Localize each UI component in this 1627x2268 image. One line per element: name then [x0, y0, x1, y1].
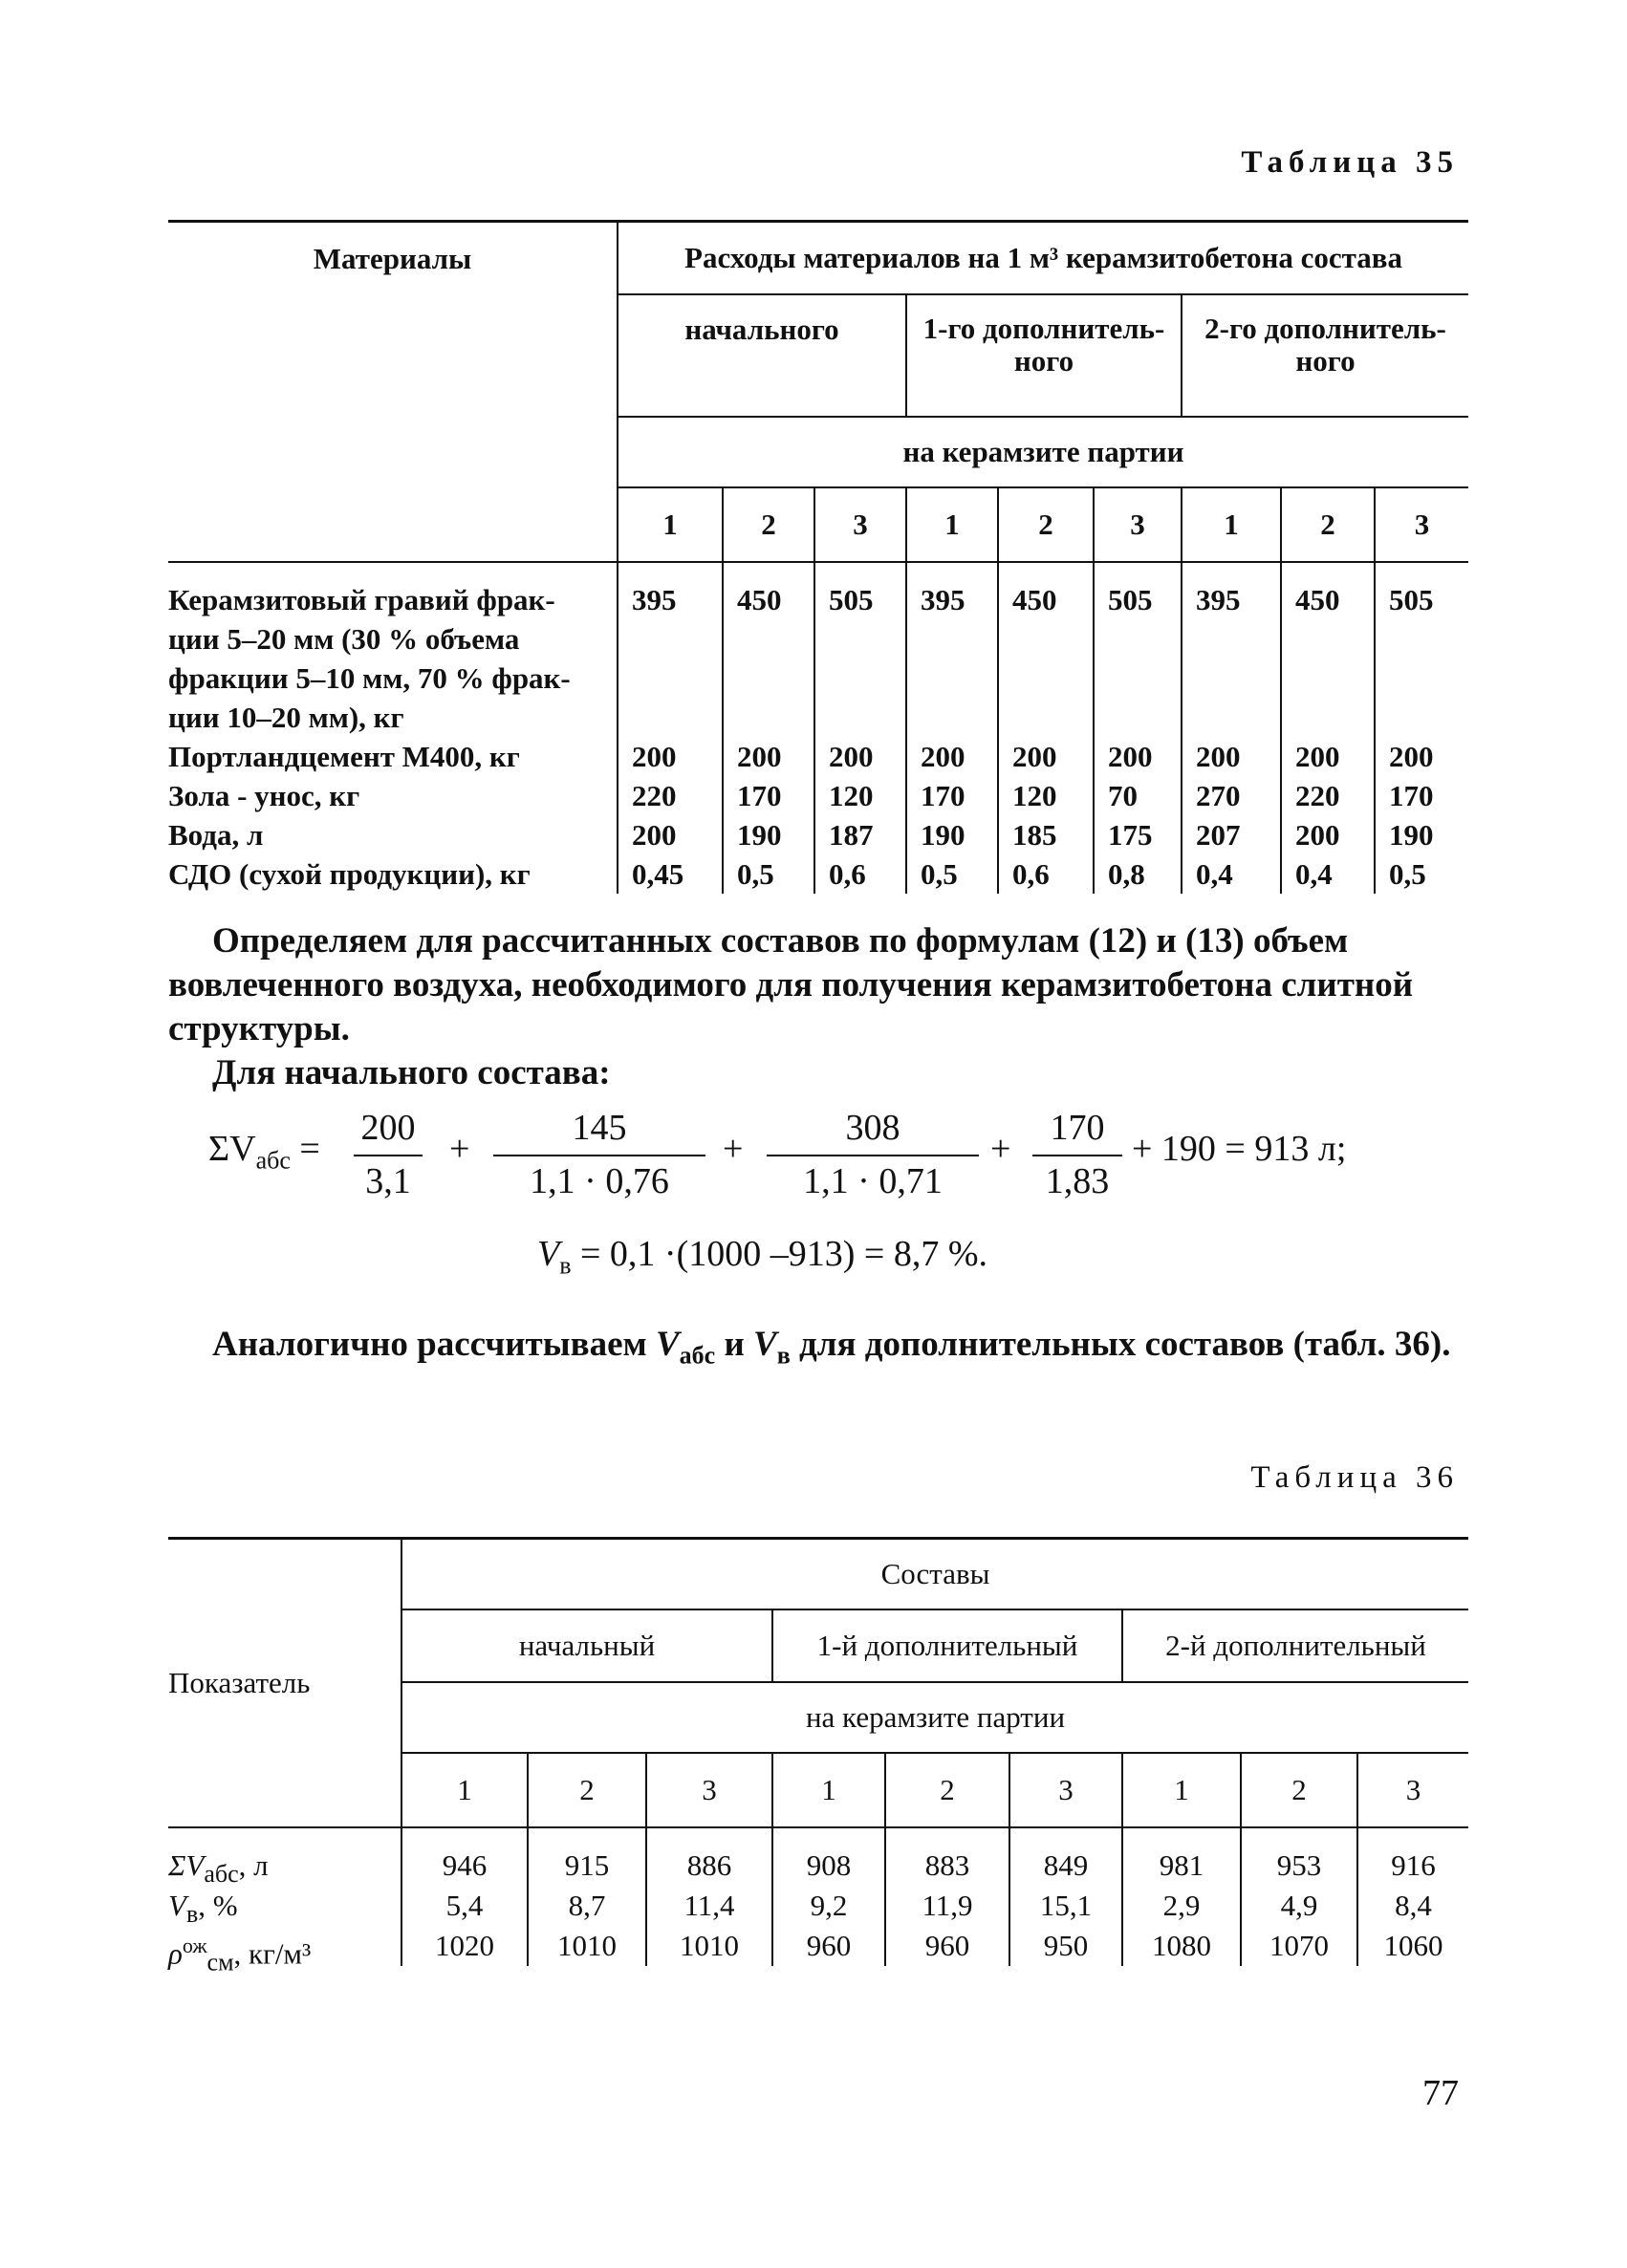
table-cell: 170: [1389, 779, 1434, 812]
material-label: фракции 5–10 мм, 70 % фрак-: [168, 661, 571, 695]
table-cell: 395: [921, 583, 965, 616]
subheader-parties: на керамзите партии: [401, 1682, 1468, 1753]
material-label: Керамзитовый гравий фрак-: [168, 583, 555, 616]
table-cell: 908: [806, 1848, 852, 1882]
table-cell: 200: [737, 740, 782, 773]
fraction-term: 308 1,1 · 0,71: [767, 1107, 979, 1202]
table-cell: 15,1: [1039, 1889, 1093, 1922]
party-number: 3: [1375, 487, 1468, 562]
table-35: [168, 220, 1468, 894]
table-cell: 11,9: [922, 1889, 973, 1922]
group-header: начального: [618, 294, 906, 417]
paragraph-2: Для начального состава:: [212, 1053, 611, 1092]
table-cell: 0,5: [921, 857, 958, 891]
table-cell: 175: [1108, 818, 1153, 852]
table-cell: 5,4: [445, 1889, 484, 1922]
value-column: [1357, 1827, 1468, 1966]
table-cell: 8,4: [1395, 1889, 1432, 1922]
party-number: 3: [814, 487, 906, 562]
material-label: ции 10–20 мм), кг: [168, 701, 404, 734]
table-cell: 950: [1043, 1929, 1089, 1962]
table-cell: 200: [829, 740, 874, 773]
table-cell: 200: [921, 740, 965, 773]
material-label: ции 5–20 мм (30 % объема: [168, 622, 520, 656]
table-cell: 200: [1389, 740, 1434, 773]
table-cell: 883: [924, 1848, 970, 1882]
plus-sign: +: [990, 1129, 1011, 1169]
value-column: [1122, 1827, 1241, 1966]
table35-caption: Таблица 35: [1241, 145, 1459, 180]
table-cell: 200: [1295, 740, 1340, 773]
materials-column: [168, 562, 618, 894]
header-materials: Материалы: [168, 222, 618, 563]
party-number: 2: [998, 487, 1094, 562]
material-label: Вода, л: [168, 818, 264, 852]
value-column: [772, 1827, 885, 1966]
table-cell: 190: [737, 818, 782, 852]
table-cell: 1010: [557, 1929, 617, 1962]
table-cell: 4,9: [1280, 1889, 1318, 1922]
value-column: [618, 562, 723, 894]
value-column: [906, 562, 998, 894]
table-cell: 505: [1108, 583, 1153, 616]
material-label: Зола - унос, кг: [168, 779, 360, 812]
table-36: [168, 1537, 1468, 1976]
table-cell: 886: [686, 1848, 732, 1882]
party-number: 2: [723, 487, 814, 562]
table-cell: 953: [1276, 1848, 1322, 1882]
party-number: 1: [906, 487, 998, 562]
header-main: Расходы материалов на 1 м³ керамзитобетона состава: [618, 222, 1468, 295]
table-cell: 450: [1012, 583, 1057, 616]
value-column: [998, 562, 1094, 894]
table-cell: 0,8: [1108, 857, 1145, 891]
table-cell: 170: [737, 779, 782, 812]
table-cell: 170: [921, 779, 965, 812]
group-header: 1-й дополнительный: [772, 1609, 1122, 1682]
party-number: 3: [1357, 1753, 1468, 1827]
value-column: [1009, 1827, 1122, 1966]
value-column: [1281, 562, 1375, 894]
table-cell: 190: [1389, 818, 1434, 852]
table-cell: 916: [1391, 1848, 1436, 1882]
table-cell: 200: [1108, 740, 1153, 773]
material-label: СДО (сухой продукции), кг: [168, 857, 531, 891]
table-cell: 395: [632, 583, 677, 616]
table-cell: 9,2: [810, 1889, 848, 1922]
party-number: 2: [885, 1753, 1009, 1827]
table-cell: 981: [1159, 1848, 1204, 1882]
table-cell: 395: [1196, 583, 1241, 616]
table-cell: 915: [564, 1848, 610, 1882]
fraction-term: 145 1,1 · 0,76: [493, 1107, 705, 1202]
table-cell: 11,4: [683, 1889, 735, 1922]
table-cell: 1080: [1152, 1929, 1211, 1962]
table-cell: 1020: [435, 1929, 494, 1962]
paragraph-3: Аналогично рассчитываем $V_{абс}$ и $V_в$ для дополнительных составов (табл. 36).: [212, 1325, 1451, 1370]
table-cell: 450: [1295, 583, 1340, 616]
value-column: [528, 1827, 646, 1966]
table-cell: 0,5: [1389, 857, 1426, 891]
plus-sign: +: [449, 1129, 470, 1169]
table-cell: 505: [829, 583, 874, 616]
table-cell: 8,7: [568, 1889, 606, 1922]
table-cell: 1070: [1269, 1929, 1329, 1962]
table-cell: 0,6: [829, 857, 866, 891]
paragraph-1: Определяем для рассчитанных составов по формулам (12) и (13) объем вовлеченного воздуха, необходимого для получения керамзитобетона слитной структуры.: [168, 921, 1414, 1048]
subheader-parties: на керамзите партии: [618, 417, 1468, 487]
indicator-label: $\Sigma V_{абс}$, л: [168, 1848, 269, 1889]
table-cell: 1010: [680, 1929, 739, 1962]
value-column: [1094, 562, 1182, 894]
party-number: 3: [1094, 487, 1182, 562]
table-cell: 946: [442, 1848, 488, 1882]
table-cell: 450: [737, 583, 782, 616]
table-cell: 120: [829, 779, 874, 812]
value-column: [646, 1827, 772, 1966]
table-cell: 200: [1012, 740, 1057, 773]
party-number: 3: [646, 1753, 772, 1827]
page-number: 77: [1422, 2073, 1459, 2113]
value-column: [1182, 562, 1281, 894]
header-indicator: Показатель: [168, 1539, 401, 1828]
group-header: 2-го дополнитель-ного: [1182, 294, 1468, 417]
table-cell: 505: [1389, 583, 1434, 616]
table-cell: 0,6: [1012, 857, 1050, 891]
table-cell: 70: [1108, 779, 1138, 812]
group-header: начальный: [401, 1609, 772, 1682]
table-cell: 207: [1196, 818, 1241, 852]
value-column: [1375, 562, 1468, 894]
party-number: 1: [1182, 487, 1281, 562]
table-cell: 200: [1295, 818, 1340, 852]
formula-vv: $V_в = 0,1 \cdot(1000$ –913) = 8,7 %.: [537, 1234, 987, 1280]
table-cell: 0,4: [1196, 857, 1233, 891]
table-cell: 0,4: [1295, 857, 1333, 891]
party-number: 2: [1281, 487, 1375, 562]
party-number: 1: [618, 487, 723, 562]
party-number: 2: [1241, 1753, 1357, 1827]
table-cell: 0,45: [632, 857, 684, 891]
party-number: 3: [1009, 1753, 1122, 1827]
table-cell: 1060: [1383, 1929, 1443, 1962]
header-main: Составы: [401, 1539, 1468, 1610]
table-cell: 2,9: [1162, 1889, 1201, 1922]
formula-tail: + 190 = 913 л;: [1132, 1129, 1347, 1169]
table-cell: 220: [632, 779, 677, 812]
table-cell: 187: [829, 818, 874, 852]
table-cell: 190: [921, 818, 965, 852]
group-header: 2-й дополнительный: [1122, 1609, 1468, 1682]
value-column: [885, 1827, 1009, 1966]
party-number: 1: [1122, 1753, 1241, 1827]
value-column: [1241, 1827, 1357, 1966]
group-header: 1-го дополнитель-ного: [906, 294, 1182, 417]
value-column: [814, 562, 906, 894]
indicator-label: $\rho^{ож}_{см}$, кг/м³: [168, 1933, 312, 1976]
fraction-term: 200 3,1: [354, 1107, 423, 1202]
table-cell: 849: [1043, 1848, 1089, 1882]
formula-sum-vabs: $\Sigma V_{абс}$ =: [208, 1129, 320, 1175]
table-cell: 200: [1196, 740, 1241, 773]
table-cell: 200: [632, 740, 677, 773]
table-cell: 220: [1295, 779, 1340, 812]
party-number: 1: [772, 1753, 885, 1827]
table-cell: 960: [924, 1929, 970, 1962]
material-label: Портландцемент М400, кг: [168, 740, 520, 773]
table36-caption: Таблица 36: [1250, 1460, 1459, 1495]
party-number: 2: [528, 1753, 646, 1827]
table-cell: 960: [806, 1929, 852, 1962]
fraction-term: 170 1,83: [1032, 1107, 1122, 1202]
indicator-column: [168, 1827, 401, 1976]
table-cell: 270: [1196, 779, 1241, 812]
plus-sign: +: [723, 1129, 744, 1169]
value-column: [723, 562, 814, 894]
table-cell: 200: [632, 818, 677, 852]
value-column: [401, 1827, 528, 1966]
table-cell: 120: [1012, 779, 1057, 812]
table-cell: 0,5: [737, 857, 774, 891]
party-number: 1: [401, 1753, 528, 1827]
indicator-label: $V_в$, %: [168, 1889, 238, 1929]
table-cell: 185: [1012, 818, 1057, 852]
